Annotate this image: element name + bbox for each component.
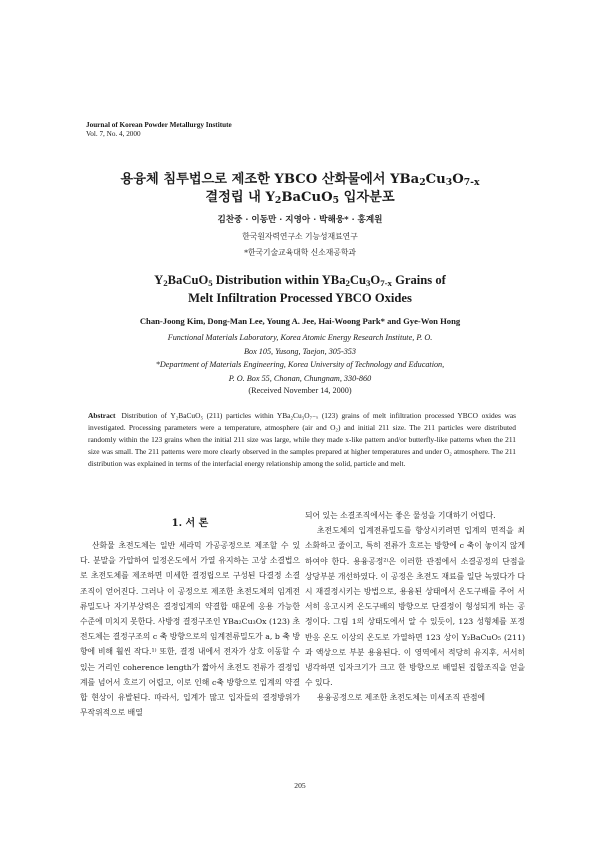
english-authors: Chan-Joong Kim, Dong-Man Lee, Young A. Jee, Hai-Woong Park* and Gye-Won Hong <box>139 316 461 326</box>
received-date: (Received November 14, 2000) <box>248 386 352 395</box>
abstract-label: Abstract <box>88 411 116 420</box>
abstract <box>88 410 516 470</box>
right-paragraph-1: 초전도체의 입계전류밀도를 향상시키려면 입계의 면적을 최소화하고 줄이고, 특히 전류가 흐르는 방향에 c 축이 놓이지 않게 하여야 한다. 용융공정²⁾은 이러한 관점에서 소결공정의 단점을 상당부분 개선하였다. 이 공정은 초전도 재료를 일단 녹였다가 다시 재결정시키는 방법으로, 용융된 상태에서 온도구배를 주어 서서히 응고시켜 온도구배의 방향으로 단결정이 형성되게 하는 공정이다. 그림 1의 상태도에서 알 수 있듯이, 123 성형체를 포정반응 온도 이상의 온도로 가열하면 123 상이 Y₂BaCuO₅ (211)과 액상으로 부분 용융된다. 이 영역에서 적당히 유지후, 서서히 냉각하면 입자크기가 크고 한 방향으로 배열된 집합조직을 얻을 수 있다. <box>305 526 525 688</box>
english-title-line2: Melt Infiltration Processed YBCO Oxides <box>188 291 412 305</box>
english-affiliation-4: P. O. Box 55, Chonan, Chungnam, 330-860 <box>228 373 372 383</box>
right-paragraph-2: 용융공정으로 제조한 초전도체는 미세조직 관점에 <box>317 693 486 703</box>
journal-name: Journal of Korean Powder Metallurgy Institute <box>86 121 232 129</box>
left-column <box>80 538 300 720</box>
left-paragraph-1: 산화물 초전도체는 일반 세라믹 가공공정으로 제조할 수 있다. 분말을 가압하여 일정온도에서 가열 유지하는 고상 소결법으로 초전도체를 제조하면 미세한 결정립으로 구성된 다결정 소결조직이 얻어진다. 그러나 이 공정으로 제조한 초전도체의 임계전류밀도나 자기부상력은 결정입계의 약결합 때문에 응용 가능한 수준에 미치지 못한다. 사방정 결정구조인 YBa₂Cu₃Ox (123) 초전도체는 결정구조의 c 축 방향으로의 임계전류밀도가 a, b 축 방향에 비해 훨씬 작다.¹⁾ 또한, 결정 내에서 전자가 상호 이동할 수 있는 거리인 coherence length가 짧아서 초전도 전류가 결정입계를 넘어서 흐르기 어렵고, 이로 인해 c축 방향으로 입계의 약결합 현상이 유발된다. 따라서, 입계가 많고 입자들의 결정방위가 무작위적으로 배열 <box>80 541 300 718</box>
right-paragraph-0: 되어 있는 소결조직에서는 좋은 물성을 기대하기 어렵다. <box>305 511 496 520</box>
page-number: 205 <box>294 781 306 790</box>
journal-header <box>86 121 232 139</box>
korean-affiliation-2: *한국기술교육대학 신소재공학과 <box>244 248 356 257</box>
abstract-text: Distribution of Y₂BaCuO₅ (211) particles within YBa₂Cu₃O₇₋ₓ (123) grains of melt infiltration processed YBCO oxides was investigated. Processing parameters were a temperature, atmosphere (air and O₂) and initial 211 size. The 211 particles were distributed randomly within the 123 grains when the initial 211 size was large, while they made x-like pattern and/or butterfly-like patterns when the 211 size was small. The 211 patterns were more clearly observed in the samples prepared at higher temperatures and under O₂ atmosphere. The 211 distribution was explained in terms of the interfacial energy relationship among the solid, particle and melt. <box>88 411 516 469</box>
section-heading-introduction: 1. 서 론 <box>171 518 209 529</box>
korean-title-line2: 결정립 내 $Y_2BaCuO_5$ 입자분포 <box>205 190 395 206</box>
korean-authors: 김찬중 · 이동만 · 지영아 · 박해웅* · 홍계원 <box>217 215 383 225</box>
english-title-line1: $Y_2BaCuO_5$ Distribution within $YBa_2Cu_3O_{7-x}$ Grains of <box>154 273 446 288</box>
journal-volume: Vol. 7, No. 4, 2000 <box>86 130 141 138</box>
english-affiliation-2: Box 105, Yusong, Taejon, 305-353 <box>244 346 356 356</box>
english-affiliation-block <box>0 331 600 385</box>
english-affiliation-1: Functional Materials Laboratory, Korea Atomic Energy Research Institute, P. O. <box>167 333 433 342</box>
korean-title-line1: 용융체 침투법으로 제조한 YBCO 산화물에서 $YBa_2Cu_3O_{7-x}$ <box>120 172 480 188</box>
english-affiliation-3: *Department of Materials Engineering, Korea University of Technology and Education, <box>155 360 445 369</box>
korean-affiliation-1: 한국원자력연구소 기능성재료연구 <box>242 232 358 241</box>
right-column <box>305 508 525 706</box>
